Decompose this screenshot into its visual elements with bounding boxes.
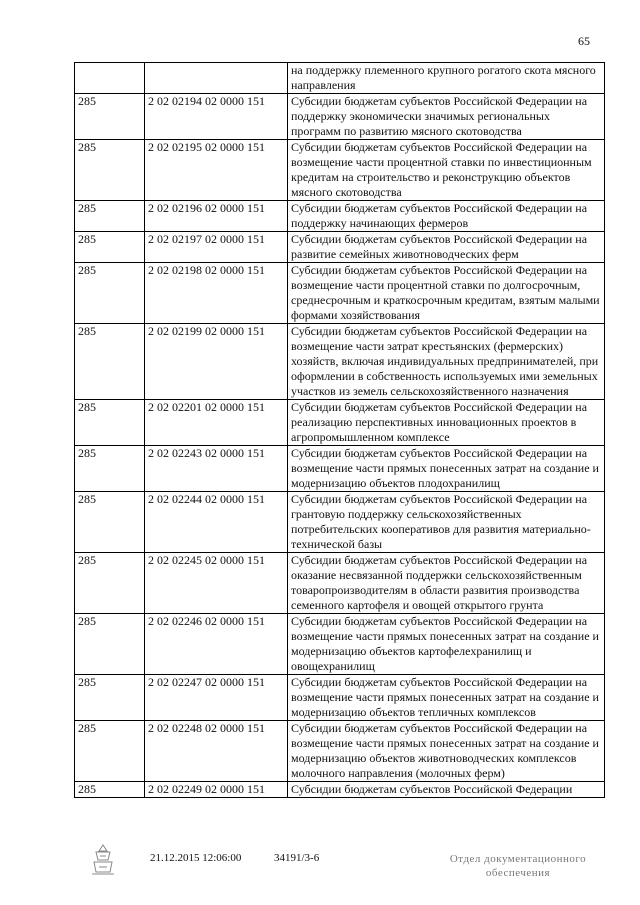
- admin-code-cell: 285: [75, 201, 145, 232]
- admin-code-cell: 285: [75, 400, 145, 446]
- budget-code-cell: 2 02 02194 02 0000 151: [145, 94, 288, 140]
- table-row: [75, 324, 605, 400]
- budget-code-cell: 2 02 02246 02 0000 151: [145, 614, 288, 675]
- budget-code-cell: 2 02 02199 02 0000 151: [145, 324, 288, 400]
- department-stamp: [438, 852, 598, 880]
- admin-code-cell: 285: [75, 721, 145, 782]
- table-row: [75, 614, 605, 675]
- description-cell: Субсидии бюджетам субъектов Российской Федерации: [288, 782, 605, 798]
- stamp-line-1: Отдел документационного: [449, 853, 587, 865]
- stamp-line-2: обеспечения: [485, 867, 551, 879]
- description-cell: Субсидии бюджетам субъектов Российской Федерации на возмещение части затрат крестьянских (фермерских) хозяйств, включая индивидуальных предпринимателей, при оформлении в собственность используемых ими земельных участков из земель сельскохозяйственного назначения: [288, 324, 605, 400]
- budget-code-cell: 2 02 02244 02 0000 151: [145, 492, 288, 553]
- description-cell: Субсидии бюджетам субъектов Российской Федерации на возмещение части процентной ставки по инвестиционным кредитам на строительство и реконструкцию объектов мясного скотоводства: [288, 140, 605, 201]
- admin-code-cell: 285: [75, 675, 145, 721]
- table-row: [75, 140, 605, 201]
- budget-code-cell: 2 02 02243 02 0000 151: [145, 446, 288, 492]
- description-cell: Субсидии бюджетам субъектов Российской Федерации на развитие семейных животноводческих ферм: [288, 232, 605, 263]
- admin-code-cell: 285: [75, 614, 145, 675]
- description-cell: Субсидии бюджетам субъектов Российской Федерации на поддержку экономически значимых региональных программ по развитию мясного скотоводства: [288, 94, 605, 140]
- footer-datetime: 21.12.2015 12:06:00: [150, 852, 242, 864]
- budget-code-cell: 2 02 02196 02 0000 151: [145, 201, 288, 232]
- table-row: [75, 232, 605, 263]
- description-cell: Субсидии бюджетам субъектов Российской Федерации на возмещение части прямых понесенных затрат на создание и модернизацию объектов тепличных комплексов: [288, 675, 605, 721]
- admin-code-cell: [75, 63, 145, 94]
- description-cell: Субсидии бюджетам субъектов Российской Федерации на возмещение части прямых понесенных затрат на создание и модернизацию объектов животноводческих комплексов молочного направления (молочных ферм): [288, 721, 605, 782]
- table-row: [75, 263, 605, 324]
- table-row: [75, 446, 605, 492]
- table-row: [75, 782, 605, 798]
- table-row: [75, 201, 605, 232]
- budget-code-cell: 2 02 02201 02 0000 151: [145, 400, 288, 446]
- table-row: [75, 94, 605, 140]
- description-cell: Субсидии бюджетам субъектов Российской Федерации на возмещение части процентной ставки по долгосрочным, среднесрочным и краткосрочным кредитам, взятым малыми формами хозяйствования: [288, 263, 605, 324]
- description-cell: Субсидии бюджетам субъектов Российской Федерации на грантовую поддержку сельскохозяйственных потребительских кооперативов для развития материально-технической базы: [288, 492, 605, 553]
- budget-code-cell: 2 02 02248 02 0000 151: [145, 721, 288, 782]
- table-row: [75, 63, 605, 94]
- description-cell: Субсидии бюджетам субъектов Российской Федерации на возмещение части прямых понесенных затрат на создание и модернизацию объектов плодохранилищ: [288, 446, 605, 492]
- description-cell: Субсидии бюджетам субъектов Российской Федерации на поддержку начинающих фермеров: [288, 201, 605, 232]
- admin-code-cell: 285: [75, 446, 145, 492]
- budget-code-cell: 2 02 02249 02 0000 151: [145, 782, 288, 798]
- admin-code-cell: 285: [75, 492, 145, 553]
- budget-code-cell: 2 02 02245 02 0000 151: [145, 553, 288, 614]
- admin-code-cell: 285: [75, 324, 145, 400]
- table-row: [75, 492, 605, 553]
- budget-code-cell: 2 02 02247 02 0000 151: [145, 675, 288, 721]
- admin-code-cell: 285: [75, 263, 145, 324]
- footer-doc-number: 34191/3-6: [274, 852, 320, 864]
- admin-code-cell: 285: [75, 232, 145, 263]
- budget-code-cell: 2 02 02198 02 0000 151: [145, 263, 288, 324]
- budget-codes-table: [74, 62, 605, 798]
- description-cell: на поддержку племенного крупного рогатого скота мясного направления: [288, 63, 605, 94]
- description-cell: Субсидии бюджетам субъектов Российской Федерации на реализацию перспективных инновационных проектов в агропромышленном комплексе: [288, 400, 605, 446]
- admin-code-cell: 285: [75, 140, 145, 201]
- budget-code-cell: 2 02 02197 02 0000 151: [145, 232, 288, 263]
- table-row: [75, 675, 605, 721]
- table-row: [75, 400, 605, 446]
- admin-code-cell: 285: [75, 553, 145, 614]
- admin-code-cell: 285: [75, 782, 145, 798]
- budget-code-cell: [145, 63, 288, 94]
- table-row: [75, 721, 605, 782]
- emblem-logo: [88, 842, 118, 878]
- table-row: [75, 553, 605, 614]
- admin-code-cell: 285: [75, 94, 145, 140]
- page-number: 65: [578, 34, 590, 48]
- budget-code-cell: 2 02 02195 02 0000 151: [145, 140, 288, 201]
- description-cell: Субсидии бюджетам субъектов Российской Федерации на оказание несвязанной поддержки сельскохозяйственным товаропроизводителям в области развития производства семенного картофеля и овощей открытого грунта: [288, 553, 605, 614]
- description-cell: Субсидии бюджетам субъектов Российской Федерации на возмещение части прямых понесенных затрат на создание и модернизацию объектов картофелехранилищ и овощехранилищ: [288, 614, 605, 675]
